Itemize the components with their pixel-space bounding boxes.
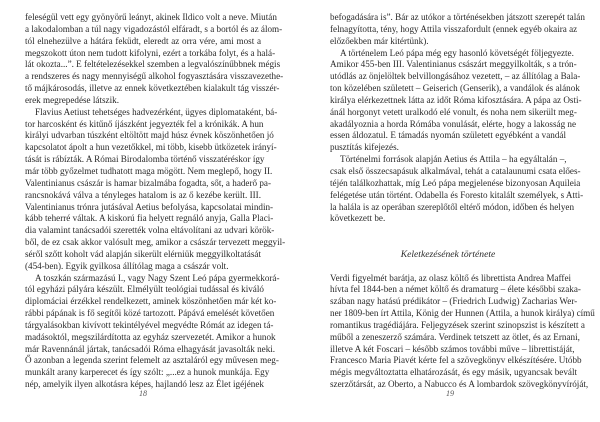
- left-page-text: [25, 12, 286, 391]
- text-line: ton közelében született – Geiserich (Genserik), a vandálok és alánok: [330, 83, 580, 94]
- text-line: kább teherré váltak. A kiskorú fia helyett regnáló anyja, Galla Placi-: [25, 213, 274, 224]
- section-heading: Keletkezésének története: [400, 248, 496, 260]
- text-line: utódlás az önjelöltek belvillongásához vezetett, – az állítólag a Bala-: [330, 71, 581, 82]
- text-line: megszokott úton nem tudott kifolyni, ezért a torkába folyt, és a halá-: [25, 47, 276, 58]
- text-line: tását is rábízták. A Római Birodalomba történő visszatéréskor így: [25, 154, 265, 165]
- text-line: Valentinianus trónra jutásával Aetius befolyása, kapcsolatai mindin-: [25, 201, 274, 212]
- text-line: Francesco Maria Piavét kérte fel a szövegkönyv elkészítésére. Utóbb: [330, 355, 582, 366]
- text-line: erek megrepedése látszik.: [25, 94, 119, 105]
- text-line: befogadására is”. Bár az utókor a történésekben játszott szerepét talán: [330, 12, 585, 22]
- text-line: kapcsolatot ápolt a hun vezetőkkel, mi több, kisebb ütközetek irányí-: [25, 142, 277, 153]
- text-line: műből a zeneszerző számára. Verdinek tetszett az ötlet, és az Ernani,: [330, 331, 580, 342]
- text-line: tól elnehezülve a hátára feküdt, eleredt az orra vére, ami most a: [25, 35, 261, 46]
- text-line: királyi udvarban túszként eltöltött majd húsz évnek köszönhetően jó: [25, 130, 274, 141]
- text-line: Verdi figyelmét barátja, az olasz költő és librettista Andrea Maffei: [330, 272, 572, 283]
- text-line: A történelem Leó pápa még egy hasonló követségét följegyezte.: [340, 47, 574, 58]
- spacer: [330, 261, 566, 273]
- text-line: tő májkárosodás, illetve az ennek következtében kialakult tág visszér-: [25, 83, 280, 94]
- right-page: [300, 0, 600, 422]
- text-line: előzőekben már kitértünk).: [330, 35, 429, 46]
- text-line: a lakodalomban a túl nagy vigadozástól elfáradt, s a bortól és az álom-: [25, 23, 283, 34]
- text-line: már Ravennánál jártak, tanácsadói Róma elhagyását javasolták neki.: [25, 343, 276, 354]
- text-line: diplomáciai érzékkel rendelkezett, aminek köszönhetően már két ko-: [25, 296, 277, 307]
- text-line: rancsnokává válva a tényleges hatalom is az ő kezébe került. III.: [25, 189, 261, 200]
- text-line: mégis megváltoztatta elhatározását, és egy másik, ugyancsak bevált: [330, 367, 578, 378]
- text-line: már több győzelmet tudhatott maga mögött. Nem meglepő, hogy II.: [25, 165, 273, 176]
- text-line: séről szőtt koholt vád alapján sikerült elérniük meggyilkoltatását: [25, 248, 261, 259]
- text-line: tor harcosként és kitűnő íjászként jegyezték fel a krónikák. A hun: [25, 118, 264, 129]
- text-line: essen áldozatul. E támadás nyomán született egyébként a vandál: [330, 130, 566, 141]
- text-line: la halála is az operában szereplőtől eltérő módon, időben és helyen: [330, 201, 575, 212]
- text-line: illetve A két Foscari – később számos további műve – librettistáját,: [330, 343, 575, 354]
- text-line: Flavius Aetiust tehetséges hadvezérként, ügyes diplomataként, bá-: [35, 106, 278, 117]
- text-line: felégetése után történt. Odabella és Foresto kitalált személyek, s Atti-: [330, 189, 584, 200]
- text-line: rábbi pápának is fő segítői közé tartozott. Pápává emelését követően: [25, 308, 275, 319]
- text-line: (454-ben). Egyik gyilkosa állítólag maga a császár volt.: [25, 260, 229, 271]
- text-line: a rendszeres és nagy mennyiségű alkohol fogyasztására visszavezethe-: [25, 71, 284, 82]
- text-line: ner 1809-ben írt Attila, König der Hunnen (Attila, a hunok királya) című: [330, 308, 595, 319]
- text-line: ből, de ez csak akkor valósult meg, amikor a császár tervezett meggyil-: [25, 237, 286, 248]
- text-line: téjén találkozhattak, míg Leó pápa megjelenése bizonyosan Aquileia: [330, 177, 581, 188]
- spacer: [330, 237, 566, 249]
- text-line: akadályoznia a horda Rómába vonulását, elérte, hogy a lakosság ne: [330, 118, 577, 129]
- right-page-text: [330, 12, 595, 391]
- text-line: dia valamint tanácsadói szerették volna eltávolítani az udvari körök-: [25, 225, 275, 236]
- text-line: Ő azonban a legenda szerint felemelt az asztaláról egy művesen meg-: [25, 355, 279, 366]
- text-line: nép, amelyik ilyen alkotásra képes, hajlandó lesz az Élet igéjének: [25, 379, 264, 390]
- text-line: szában nagy hatású prédikátor – (Friedrich Ludwig) Zacharias Wer-: [330, 296, 578, 307]
- text-line: Történelmi források alapján Aetius és Attila – ha egyáltalán –,: [340, 154, 567, 165]
- text-line: madásoktól, megszilárdította az egyház szervezetét. Amikor a hunok: [25, 331, 276, 342]
- text-line: pusztítás kifejezés.: [330, 142, 399, 153]
- text-line: szerzőtársát, az Oberto, a Nabucco és A lombardok szövegkönyvíróját,: [330, 379, 589, 390]
- page-number-right: 19: [446, 389, 454, 398]
- text-line: ánál horgonyt vetett uralkodó elé vonult, és noha nem sikerült meg-: [330, 106, 577, 117]
- text-line: Amikor 455-ben III. Valentinianus császárt meggyilkolták, s a trón-: [330, 59, 577, 70]
- text-line: A toszkán származású I., vagy Nagy Szent Leó pápa gyermekkorá-: [35, 272, 280, 283]
- page-number-left: 18: [139, 389, 147, 398]
- text-line: felnagyította, tény, hogy Attila visszafordult (ennek egyéb okaira az: [330, 23, 578, 34]
- text-line: lát okozta...”. E feltételezésekkel szemben a legvalószínűbbnek mégis: [25, 59, 281, 70]
- text-line: Valentinianus császár is hamar bizalmába fogadta, sőt, a haderő pa-: [25, 177, 272, 188]
- text-line: tárgyalásokban kivívott tekintélyével megvédte Rómát az idegen tá-: [25, 319, 274, 330]
- text-line: feleségül vett egy gyönyörű leányt, akinek Ildico volt a neve. Miután: [25, 12, 277, 22]
- text-line: hívta fel 1844-ben a német költő és dramaturg – élete későbbi szaka-: [330, 284, 581, 295]
- text-line: romantikus tragédiájára. Feljegyzések szerint szinopszist is készített a: [330, 319, 585, 330]
- spacer: [330, 225, 566, 237]
- text-line: csak első összecsapásuk alkalmával, tehát a catalaunumi csata előes-: [330, 165, 581, 176]
- text-line: királya elérkezettnek látta az időt Róma kifosztására. A pápa az Osti-: [330, 94, 582, 105]
- text-line: következett be.: [330, 213, 386, 224]
- text-line: tól egyházi pályára készült. Elmélyült teológiai tudással és kiváló: [25, 284, 264, 295]
- text-line: munkált arany karperecet és így szólt: „...ez a hunok munkája. Egy: [25, 367, 270, 378]
